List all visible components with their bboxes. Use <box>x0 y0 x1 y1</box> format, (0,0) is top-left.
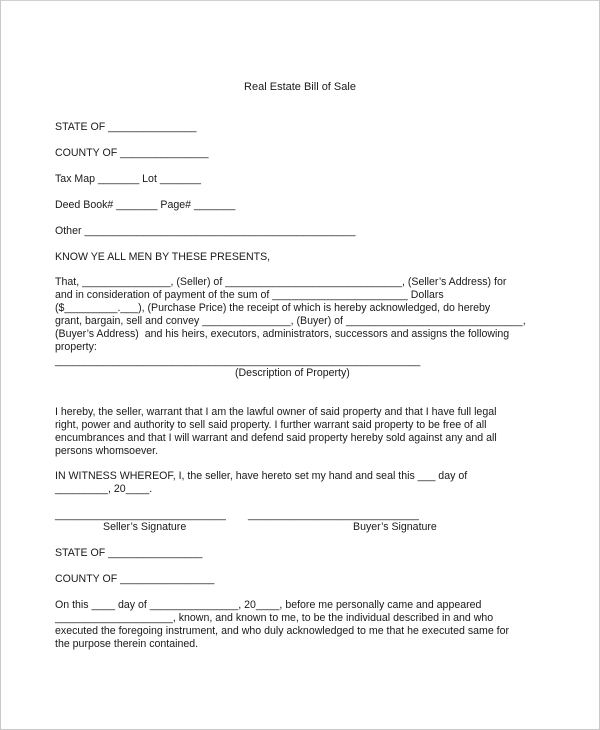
acknowledgment-line: ____________________, known, and known to me, to be the individual described in and who <box>55 612 494 625</box>
deed-book-page-field: Deed Book# _______ Page# _______ <box>55 199 236 211</box>
acknowledgment-line: executed the foregoing instrument, and who duly acknowledged to me that he executed same for <box>55 625 510 638</box>
grant-line: ($_________.___), (Purchase Price) the receipt of which is hereby acknowledged, do hereby <box>55 302 491 315</box>
property-description-line: ______________________________________________________________ <box>55 355 421 367</box>
county-of-field: COUNTY OF _______________ <box>55 147 209 159</box>
witness-paragraph <box>55 470 545 496</box>
know-ye-heading: KNOW YE ALL MEN BY THESE PRESENTS, <box>55 251 271 263</box>
warranty-line: encumbrances and that I will warrant and defend said property hereby sold against any and all <box>55 432 497 445</box>
grant-line: grant, bargain, sell and convey _______________, (Buyer) of ______________________________, <box>55 315 526 328</box>
grant-line: That, _______________, (Seller) of ______________________________, (Seller’s Address) for <box>55 276 507 288</box>
grant-paragraph <box>55 276 545 355</box>
buyer-signature-line: _____________________________ <box>248 509 419 521</box>
notary-county-of-field: COUNTY OF ________________ <box>55 573 215 585</box>
witness-line: _________, 20____. <box>55 483 153 496</box>
acknowledgment-paragraph <box>55 599 545 651</box>
seller-signature-label: Seller’s Signature <box>103 521 187 533</box>
warranty-paragraph <box>55 406 545 458</box>
grant-line: property: <box>55 341 97 354</box>
property-description-label: (Description of Property) <box>235 367 350 379</box>
warranty-line: I hereby, the seller, warrant that I am the lawful owner of said property and that I have full legal <box>55 406 497 418</box>
state-of-field: STATE OF _______________ <box>55 121 197 133</box>
grant-line: and in consideration of payment of the sum of _______________________ Dollars <box>55 289 444 302</box>
warranty-line: right, power and authority to sell said property. I further warrant said property to be free of all <box>55 419 487 432</box>
tax-map-lot-field: Tax Map _______ Lot _______ <box>55 173 202 185</box>
other-field: Other ______________________________________________ <box>55 225 356 237</box>
warranty-line: persons whomsoever. <box>55 445 159 458</box>
witness-line: IN WITNESS WHEREOF, I, the seller, have hereto set my hand and seal this ___ day of <box>55 470 468 482</box>
grant-line: (Buyer’s Address) and his heirs, executors, administrators, successors and assigns the following <box>55 328 510 341</box>
buyer-signature-label: Buyer’s Signature <box>353 521 437 533</box>
document-title: Real Estate Bill of Sale <box>244 81 356 93</box>
seller-signature-line: _____________________________ <box>55 509 226 521</box>
acknowledgment-line: the purpose therein contained. <box>55 638 199 651</box>
notary-state-of-field: STATE OF ________________ <box>55 547 203 559</box>
acknowledgment-line: On this ____ day of _______________, 20____, before me personally came and appeared <box>55 599 482 611</box>
